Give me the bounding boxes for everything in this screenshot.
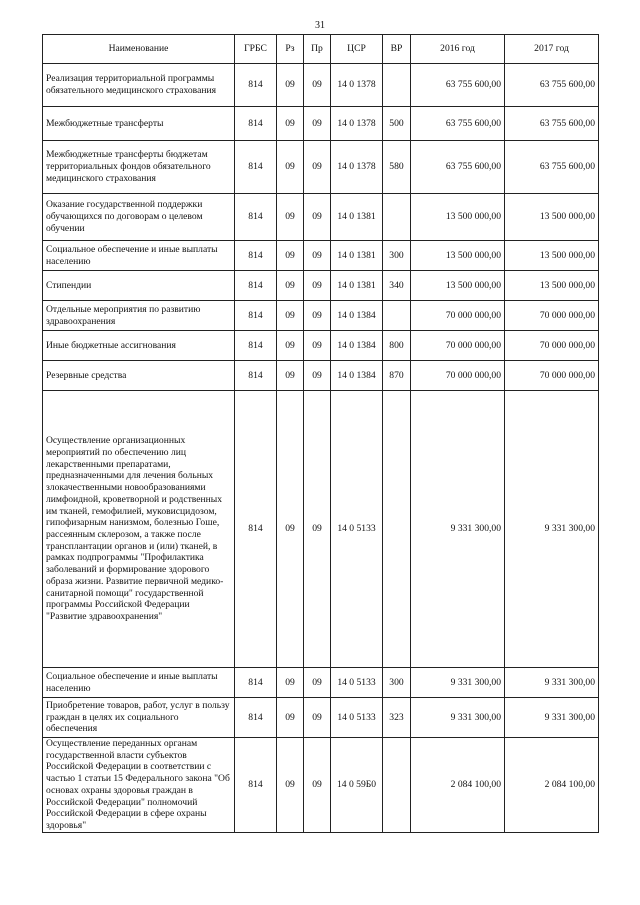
row-name: Осуществление переданных органам государственной власти субъектов Российской Федерации в соответствии с частью 1 статьи 15 Федерального закона "Об основах охраны здоровья граждан в Российской Федерации" полномочий Российской Федерации в сфере охраны здоровья" (43, 738, 235, 833)
row-amount-2016: 9 331 300,00 (411, 668, 505, 698)
budget-table (42, 34, 599, 833)
row-vr: 300 (383, 668, 411, 698)
row-vr (383, 194, 411, 241)
row-name: Осуществление организационных мероприятий по обеспечению лиц лекарственными препаратами, предназначенными для лечения больных злокачественными новообразованиями лимфоидной, кроветворной и родственных им тканей, гемофилией, муковисцидозом, гипофизарным нанизмом, болезнью Гоше, рассеянным склерозом, а также после трансплантации органов и (или) тканей, в рамках подпрограммы "Профилактика заболеваний и формирование здорового образа жизни. Развитие первичной медико-санитарной помощи" государственной программы Российской Федерации "Развитие здравоохранения" (43, 391, 235, 668)
row-amount-2017: 9 331 300,00 (505, 668, 599, 698)
table-row (43, 738, 599, 833)
row-pr: 09 (304, 698, 331, 738)
row-rz: 09 (277, 361, 304, 391)
row-amount-2016: 13 500 000,00 (411, 271, 505, 301)
row-pr: 09 (304, 361, 331, 391)
row-name: Оказание государственной поддержки обучающихся по договорам о целевом обучении (43, 194, 235, 241)
row-rz: 09 (277, 738, 304, 833)
row-pr: 09 (304, 271, 331, 301)
table-row (43, 331, 599, 361)
row-grbs: 814 (235, 141, 277, 194)
row-csr: 14 0 1381 (331, 194, 383, 241)
row-csr: 14 0 1381 (331, 271, 383, 301)
row-amount-2016: 63 755 600,00 (411, 141, 505, 194)
row-amount-2017: 63 755 600,00 (505, 141, 599, 194)
table-row (43, 241, 599, 271)
row-amount-2016: 13 500 000,00 (411, 241, 505, 271)
row-rz: 09 (277, 331, 304, 361)
row-pr: 09 (304, 391, 331, 668)
header-year-2016: 2016 год (411, 35, 505, 64)
row-grbs: 814 (235, 271, 277, 301)
table-row (43, 194, 599, 241)
row-rz: 09 (277, 141, 304, 194)
row-name: Отдельные мероприятия по развитию здравоохранения (43, 301, 235, 331)
row-grbs: 814 (235, 331, 277, 361)
row-vr (383, 738, 411, 833)
row-rz: 09 (277, 698, 304, 738)
row-vr (383, 391, 411, 668)
row-csr: 14 0 5133 (331, 391, 383, 668)
table-row (43, 361, 599, 391)
table-row (43, 107, 599, 141)
row-amount-2017: 13 500 000,00 (505, 271, 599, 301)
row-csr: 14 0 1378 (331, 64, 383, 107)
row-vr: 300 (383, 241, 411, 271)
header-rz: Рз (277, 35, 304, 64)
row-pr: 09 (304, 738, 331, 833)
header-year-2017: 2017 год (505, 35, 599, 64)
row-name: Иные бюджетные ассигнования (43, 331, 235, 361)
row-rz: 09 (277, 194, 304, 241)
row-csr: 14 0 1384 (331, 301, 383, 331)
table-row (43, 64, 599, 107)
row-rz: 09 (277, 668, 304, 698)
row-grbs: 814 (235, 738, 277, 833)
row-name: Резервные средства (43, 361, 235, 391)
row-csr: 14 0 5133 (331, 698, 383, 738)
row-amount-2017: 70 000 000,00 (505, 361, 599, 391)
row-vr (383, 301, 411, 331)
row-grbs: 814 (235, 668, 277, 698)
row-pr: 09 (304, 64, 331, 107)
row-pr: 09 (304, 194, 331, 241)
row-name: Реализация территориальной программы обязательного медицинского страхования (43, 64, 235, 107)
row-csr: 14 0 1384 (331, 331, 383, 361)
row-name: Межбюджетные трансферты (43, 107, 235, 141)
row-rz: 09 (277, 64, 304, 107)
row-amount-2017: 13 500 000,00 (505, 241, 599, 271)
header-vr: ВР (383, 35, 411, 64)
row-amount-2017: 9 331 300,00 (505, 698, 599, 738)
row-vr: 500 (383, 107, 411, 141)
table-row (43, 271, 599, 301)
header-pr: Пр (304, 35, 331, 64)
row-amount-2017: 63 755 600,00 (505, 107, 599, 141)
row-amount-2016: 13 500 000,00 (411, 194, 505, 241)
row-rz: 09 (277, 241, 304, 271)
row-vr (383, 64, 411, 107)
row-amount-2016: 70 000 000,00 (411, 301, 505, 331)
row-csr: 14 0 1378 (331, 141, 383, 194)
table-row (43, 301, 599, 331)
row-amount-2017: 13 500 000,00 (505, 194, 599, 241)
row-csr: 14 0 1384 (331, 361, 383, 391)
row-amount-2016: 70 000 000,00 (411, 331, 505, 361)
row-pr: 09 (304, 301, 331, 331)
table-row (43, 698, 599, 738)
row-pr: 09 (304, 668, 331, 698)
row-vr: 323 (383, 698, 411, 738)
header-row (43, 35, 599, 64)
row-rz: 09 (277, 271, 304, 301)
row-amount-2016: 63 755 600,00 (411, 107, 505, 141)
header-name: Наименование (43, 35, 235, 64)
row-csr: 14 0 59Б0 (331, 738, 383, 833)
row-csr: 14 0 1378 (331, 107, 383, 141)
row-rz: 09 (277, 391, 304, 668)
row-name: Социальное обеспечение и иные выплаты населению (43, 241, 235, 271)
row-amount-2017: 70 000 000,00 (505, 331, 599, 361)
row-name: Социальное обеспечение и иные выплаты населению (43, 668, 235, 698)
row-pr: 09 (304, 331, 331, 361)
row-amount-2016: 9 331 300,00 (411, 698, 505, 738)
page-number: 31 (315, 20, 325, 31)
row-amount-2016: 9 331 300,00 (411, 391, 505, 668)
row-grbs: 814 (235, 64, 277, 107)
row-name: Стипендии (43, 271, 235, 301)
row-pr: 09 (304, 107, 331, 141)
row-vr: 580 (383, 141, 411, 194)
row-amount-2017: 9 331 300,00 (505, 391, 599, 668)
row-grbs: 814 (235, 301, 277, 331)
row-amount-2016: 63 755 600,00 (411, 64, 505, 107)
row-grbs: 814 (235, 241, 277, 271)
row-amount-2016: 2 084 100,00 (411, 738, 505, 833)
row-pr: 09 (304, 141, 331, 194)
row-name: Приобретение товаров, работ, услуг в пользу граждан в целях их социального обеспечения (43, 698, 235, 738)
row-rz: 09 (277, 301, 304, 331)
row-vr: 340 (383, 271, 411, 301)
row-amount-2017: 70 000 000,00 (505, 301, 599, 331)
row-grbs: 814 (235, 698, 277, 738)
row-amount-2016: 70 000 000,00 (411, 361, 505, 391)
row-vr: 870 (383, 361, 411, 391)
row-csr: 14 0 1381 (331, 241, 383, 271)
row-pr: 09 (304, 241, 331, 271)
table-row (43, 668, 599, 698)
row-name: Межбюджетные трансферты бюджетам территориальных фондов обязательного медицинского страхования (43, 141, 235, 194)
table-row (43, 141, 599, 194)
row-csr: 14 0 5133 (331, 668, 383, 698)
row-grbs: 814 (235, 107, 277, 141)
row-rz: 09 (277, 107, 304, 141)
row-amount-2017: 2 084 100,00 (505, 738, 599, 833)
row-amount-2017: 63 755 600,00 (505, 64, 599, 107)
table-row (43, 391, 599, 668)
row-grbs: 814 (235, 194, 277, 241)
row-grbs: 814 (235, 391, 277, 668)
header-grbs: ГРБС (235, 35, 277, 64)
row-grbs: 814 (235, 361, 277, 391)
row-vr: 800 (383, 331, 411, 361)
header-csr: ЦСР (331, 35, 383, 64)
